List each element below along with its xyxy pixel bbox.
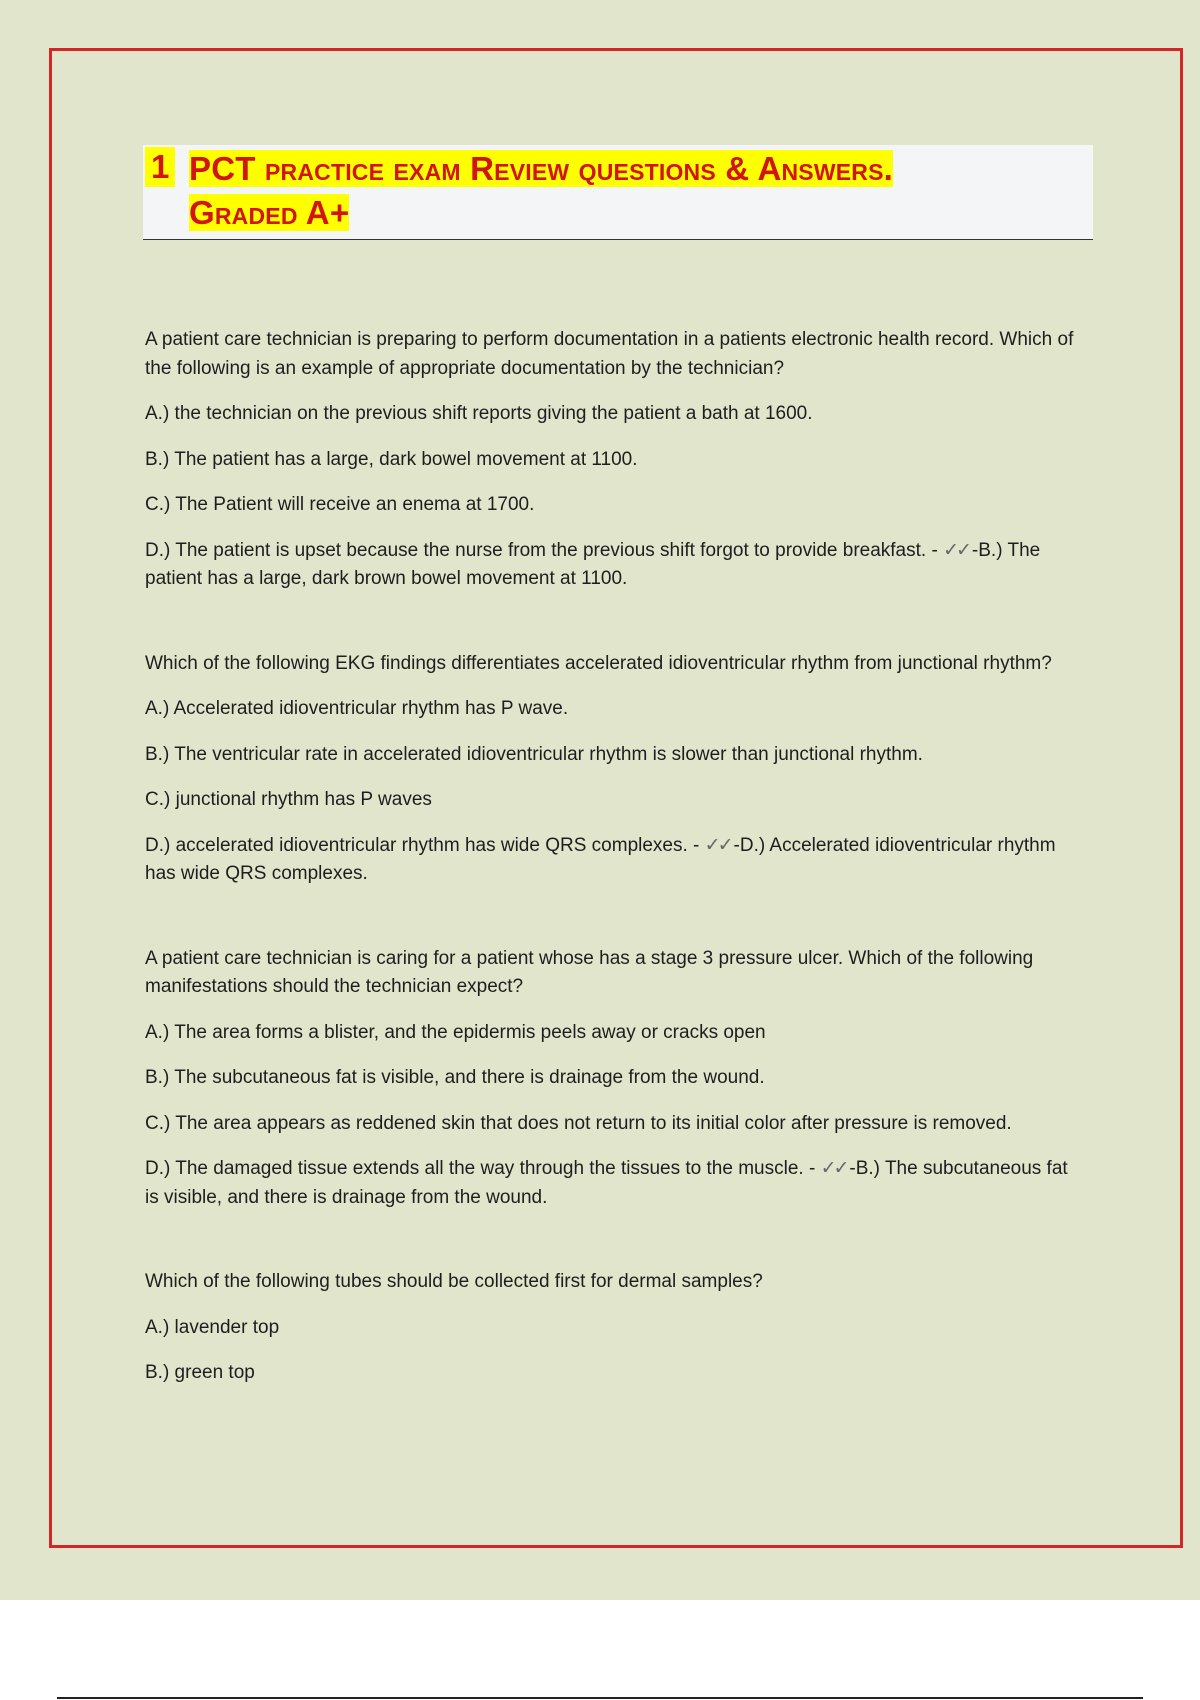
option-d: D.) The patient is upset because the nurse from the previous shift forgot to provide breakfast. - (145, 539, 938, 561)
check-mark-icon: ✓✓ (820, 1158, 847, 1179)
question-block-4 (145, 1268, 1085, 1388)
check-mark-icon: ✓✓ (704, 834, 731, 856)
option-b: B.) The patient has a large, dark bowel movement at 1100. (145, 448, 638, 470)
option-c: C.) The area appears as reddened skin that does not return to its initial color after pressure is removed. (145, 1112, 1012, 1134)
question-prompt: Which of the following EKG findings differentiates accelerated idioventricular rhythm from junctional rhythm? (145, 652, 1052, 674)
question-block-2 (145, 650, 1085, 889)
title-line-1: PCT practice exam Review questions & Answers. (189, 150, 893, 187)
option-b: B.) green top (145, 1362, 255, 1383)
option-b: B.) The ventricular rate in accelerated idioventricular rhythm is slower than junctional rhythm. (145, 743, 923, 765)
option-a: A.) the technician on the previous shift reports giving the patient a bath at 1600. (145, 403, 813, 424)
option-d: D.) accelerated idioventricular rhythm has wide QRS complexes. - (145, 834, 700, 856)
answer-text: -B.) The subcutaneous fat is visible, and there is drainage from the wound. (145, 1158, 1068, 1208)
option-d-with-answer (145, 832, 1085, 889)
question-list (145, 326, 1085, 1405)
question-prompt: A patient care technician is caring for a patient whose has a stage 3 pressure ulcer. Which of the following manifestations should the technician expect? (145, 947, 1034, 997)
document-title (143, 145, 1093, 240)
title-line-2: Graded A+ (189, 194, 350, 231)
option-d: D.) The damaged tissue extends all the way through the tissues to the muscle. - (145, 1158, 816, 1179)
option-c: C.) junctional rhythm has P waves (145, 789, 432, 810)
option-a: A.) The area forms a blister, and the epidermis peels away or cracks open (145, 1021, 766, 1043)
check-mark-icon: ✓✓ (943, 539, 969, 561)
title-text (189, 147, 1069, 235)
answer-text: -D.) Accelerated idioventricular rhythm has wide QRS complexes. (145, 834, 1056, 884)
question-prompt: Which of the following tubes should be collected first for dermal samples? (145, 1271, 763, 1292)
question-prompt: A patient care technician is preparing to perform documentation in a patients electronic health record. Which of the following is an example of appropriate documentation by the technician? (145, 329, 1074, 379)
option-b: B.) The subcutaneous fat is visible, and there is drainage from the wound. (145, 1067, 765, 1088)
title-number: 1 (145, 147, 175, 187)
option-d-with-answer (145, 1155, 1085, 1212)
option-a: A.) Accelerated idioventricular rhythm has P wave. (145, 698, 569, 719)
question-block-1 (145, 326, 1085, 594)
option-c: C.) The Patient will receive an enema at 1700. (145, 494, 535, 515)
next-page-divider (57, 1697, 1143, 1699)
option-d-with-answer (145, 537, 1085, 594)
answer-text: -B.) The patient has a large, dark brown bowel movement at 1100. (145, 539, 1041, 589)
option-a: A.) lavender top (145, 1316, 280, 1338)
question-block-3 (145, 945, 1085, 1213)
